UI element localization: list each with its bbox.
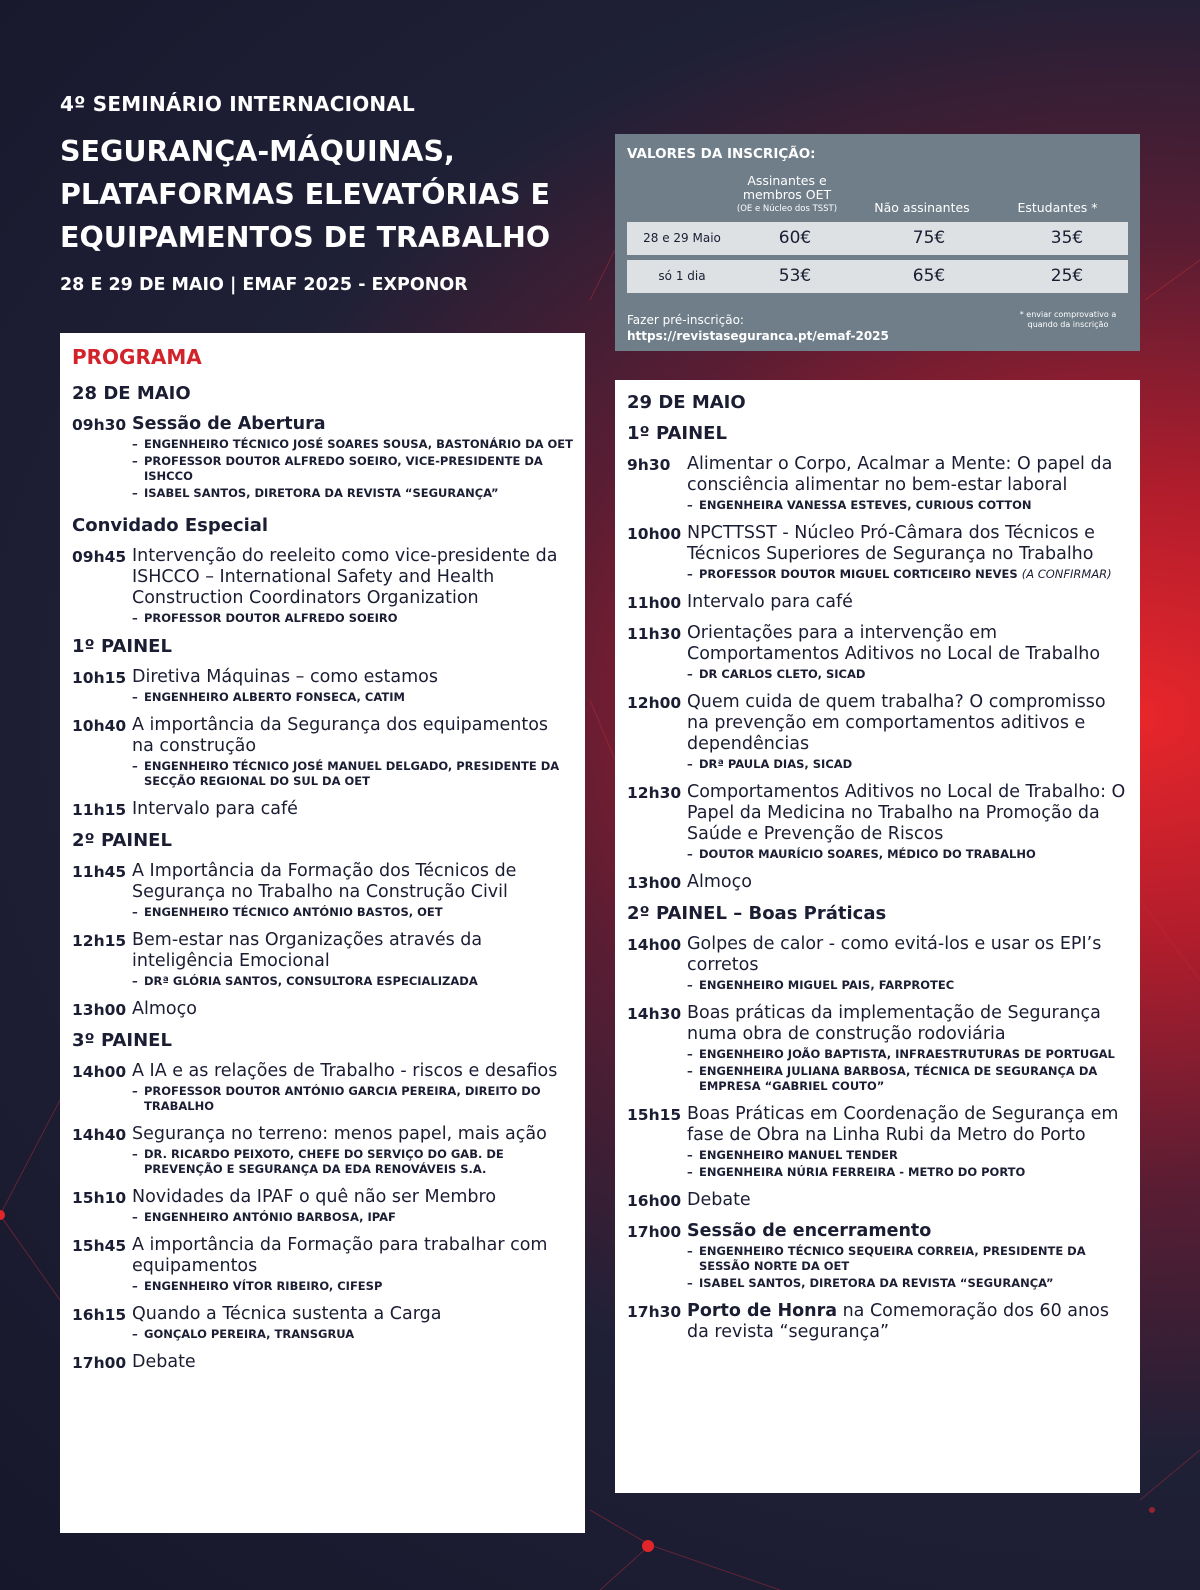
item-title: Novidades da IPAF o quê não ser Membro xyxy=(132,1187,497,1207)
speaker: – DOUTOR MAURÍCIO SOARES, MÉDICO DO TRABALHO xyxy=(687,847,1036,861)
item-title: Boas práticas da implementação de Segurança numa obra de construção rodoviária xyxy=(687,1003,1101,1044)
item-title: Intervalo para café xyxy=(132,799,298,819)
price-value: 75€ xyxy=(912,228,946,248)
item-title: Debate xyxy=(132,1352,196,1372)
speaker-name: DR CARLOS CLETO, SICAD xyxy=(699,667,866,681)
event-title: SEGURANÇA-MÁQUINAS, PLATAFORMAS ELEVATÓRIAS E EQUIPAMENTOS DE TRABALHO xyxy=(60,135,551,254)
program-item xyxy=(627,872,1128,893)
speaker: – ENGENHEIRO ALBERTO FONSECA, CATIM xyxy=(132,690,405,704)
day-heading: 28 DE MAIO xyxy=(72,383,191,404)
program-item xyxy=(627,692,1128,772)
item-title: Sessão de Abertura xyxy=(132,414,326,434)
program-item xyxy=(72,1235,573,1294)
speaker: – ENGENHEIRA JULIANA BARBOSA, TÉCNICA DE SEGURANÇA DA EMPRESA “GABRIEL COUTO” xyxy=(687,1064,1128,1094)
registration-prices-box xyxy=(615,134,1140,351)
item-title: Boas Práticas em Coordenação de Segurança em fase de Obra na Linha Rubi da Metro do Porto xyxy=(687,1104,1119,1145)
section-heading: 1º PAINEL xyxy=(72,636,172,657)
price-value: 25€ xyxy=(1050,266,1084,286)
price-col-subscribers xyxy=(717,174,857,218)
program-item xyxy=(627,623,1128,682)
item-title: Alimentar o Corpo, Acalmar a Mente: O papel da consciência alimentar no bem-estar laboral xyxy=(687,454,1113,495)
speaker-name: PROFESSOR DOUTOR ALFREDO SOEIRO xyxy=(144,611,398,625)
item-title: A importância da Segurança dos equipamentos na construção xyxy=(132,715,549,756)
speaker: – ENGENHEIRO TÉCNICO ANTÓNIO BASTOS, OET xyxy=(132,905,443,919)
speaker-name: DRª PAULA DIAS, SICAD xyxy=(699,757,853,771)
section-heading: 3º PAINEL xyxy=(72,1030,172,1051)
price-col-subscribers-sub: (OE e Núcleo dos TSST) xyxy=(736,204,838,214)
item-title: Sessão de encerramento xyxy=(687,1221,932,1241)
program-item xyxy=(627,1221,1128,1291)
speaker: – ENGENHEIRO TÉCNICO JOSÉ SOARES SOUSA, BASTONÁRIO DA OET xyxy=(132,437,573,451)
item-time: 17h00 xyxy=(72,1354,127,1372)
item-time: 14h40 xyxy=(72,1126,127,1144)
speaker: – PROFESSOR DOUTOR ALFREDO SOEIRO xyxy=(132,611,398,625)
item-title: Intervalo para café xyxy=(687,592,853,612)
event-dateline: 28 E 29 DE MAIO | EMAF 2025 - EXPONOR xyxy=(60,275,468,295)
speaker: – DRª PAULA DIAS, SICAD xyxy=(687,757,853,771)
speaker: – ENGENHEIRO JOÃO BAPTISTA, INFRAESTRUTURAS DE PORTUGAL xyxy=(687,1047,1115,1061)
item-title: A IA e as relações de Trabalho - riscos e desafios xyxy=(132,1061,558,1081)
item-title-rest: na Comemoração dos 60 anos da revista “segurança” xyxy=(687,1301,1109,1342)
price-value: 60€ xyxy=(778,228,812,248)
speaker: – ISABEL SANTOS, DIRETORA DA REVISTA “SEGURANÇA” xyxy=(687,1276,1054,1290)
price-row-label: 28 e 29 Maio xyxy=(643,231,721,245)
item-time: 11h45 xyxy=(72,863,127,881)
price-row xyxy=(627,260,1128,293)
speaker: – PROFESSOR DOUTOR ALFREDO SOEIRO, VICE-PRESIDENTE DA ISHCCO xyxy=(132,454,573,484)
program-item xyxy=(72,999,573,1020)
item-time: 17h00 xyxy=(627,1223,682,1241)
price-col-subscribers-label: Assinantes e membros OET xyxy=(742,173,832,202)
item-title-bold: Porto de Honra xyxy=(687,1301,838,1321)
price-value: 53€ xyxy=(778,266,812,286)
speaker-name: DOUTOR MAURÍCIO SOARES, MÉDICO DO TRABALHO xyxy=(699,847,1036,861)
price-col-students: Estudantes * xyxy=(1017,200,1098,215)
speaker: – GONÇALO PEREIRA, TRANSGRUA xyxy=(132,1327,355,1341)
speaker-name: ENGENHEIRO TÉCNICO JOSÉ MANUEL DELGADO, PRESIDENTE DA SECÇÃO REGIONAL DO SUL DA OET xyxy=(144,759,560,788)
speaker: – ISABEL SANTOS, DIRETORA DA REVISTA “SEGURANÇA” xyxy=(132,486,499,500)
program-item xyxy=(72,861,573,920)
speaker-name: PROFESSOR DOUTOR ALFREDO SOEIRO, VICE-PRESIDENTE DA ISHCCO xyxy=(144,454,543,483)
item-title: Intervenção do reeleito como vice-presidente da ISHCCO – International Safety and Health Construction Coordinators Organization xyxy=(132,546,558,608)
item-title: A Importância da Formação dos Técnicos de Segurança no Trabalho na Construção Civil xyxy=(132,861,517,902)
price-col-non-subscribers: Não assinantes xyxy=(874,200,970,215)
item-time: 10h40 xyxy=(72,717,127,735)
speaker-name: ENGENHEIRO JOÃO BAPTISTA, INFRAESTRUTURAS DE PORTUGAL xyxy=(699,1047,1115,1061)
program-item xyxy=(627,1104,1128,1180)
program-item xyxy=(627,1301,1128,1343)
section-heading: 2º PAINEL xyxy=(72,830,172,851)
speaker: – ENGENHEIRO TÉCNICO JOSÉ MANUEL DELGADO, PRESIDENTE DA SECÇÃO REGIONAL DO SUL DA OET xyxy=(132,759,573,789)
price-row xyxy=(627,222,1128,255)
item-time: 12h30 xyxy=(627,784,682,802)
speaker-name: ENGENHEIRA NÚRIA FERREIRA - METRO DO PORTO xyxy=(699,1165,1026,1179)
speaker: – DRª GLÓRIA SANTOS, CONSULTORA ESPECIALIZADA xyxy=(132,974,478,988)
item-time: 16h15 xyxy=(72,1306,127,1324)
item-time: 14h30 xyxy=(627,1005,682,1023)
speaker-name: ENGENHEIRO TÉCNICO JOSÉ SOARES SOUSA, BASTONÁRIO DA OET xyxy=(144,437,573,451)
pre-registration-link[interactable]: https://revistaseguranca.pt/emaf-2025 xyxy=(627,329,889,343)
item-time: 15h15 xyxy=(627,1106,682,1124)
program-item xyxy=(72,1124,573,1177)
program-item xyxy=(627,523,1128,582)
item-time: 09h30 xyxy=(72,416,127,434)
program-item xyxy=(627,1190,1128,1211)
item-time: 17h30 xyxy=(627,1303,682,1321)
speaker-name: ENGENHEIRO MIGUEL PAIS, FARPROTEC xyxy=(699,978,955,992)
speaker: – ENGENHEIRO ANTÓNIO BARBOSA, IPAF xyxy=(132,1210,396,1224)
program-item xyxy=(627,592,1128,613)
program-item xyxy=(72,667,573,705)
speaker-name: PROFESSOR DOUTOR MIGUEL CORTICEIRO NEVES xyxy=(699,567,1018,581)
speaker-name: ENGENHEIRO TÉCNICO ANTÓNIO BASTOS, OET xyxy=(144,905,443,919)
item-title: Debate xyxy=(687,1190,751,1210)
speaker-name: ISABEL SANTOS, DIRETORA DA REVISTA “SEGURANÇA” xyxy=(144,486,499,500)
pre-registration-label: Fazer pré-inscrição: xyxy=(627,313,744,327)
item-time: 13h00 xyxy=(627,874,682,892)
item-title: Bem-estar nas Organizações através da inteligência Emocional xyxy=(132,930,483,971)
item-time: 11h30 xyxy=(627,625,682,643)
program-item xyxy=(72,1061,573,1114)
program-day-1-panel xyxy=(60,333,585,1533)
item-time: 12h00 xyxy=(627,694,682,712)
item-title: Almoço xyxy=(132,999,197,1019)
item-title: A importância da Formação para trabalhar com equipamentos xyxy=(132,1235,548,1276)
item-time: 09h45 xyxy=(72,548,127,566)
speaker: – ENGENHEIRO VÍTOR RIBEIRO, CIFESP xyxy=(132,1279,383,1293)
item-time: 14h00 xyxy=(627,936,682,954)
speaker: – DR CARLOS CLETO, SICAD xyxy=(687,667,866,681)
speaker-name: DR. RICARDO PEIXOTO, CHEFE DO SERVIÇO DO GAB. DE PREVENÇÃO E SEGURANÇA DA EDA RENOVÁVEIS S.A. xyxy=(144,1147,504,1176)
students-note: * enviar comprovativo a quando da inscrição xyxy=(1019,310,1117,329)
program-item xyxy=(72,799,573,820)
speaker-name: ENGENHEIRO MANUEL TENDER xyxy=(699,1148,898,1162)
item-title: Almoço xyxy=(687,872,752,892)
section-heading: 1º PAINEL xyxy=(627,423,727,444)
prices-title: VALORES DA INSCRIÇÃO: xyxy=(627,146,816,162)
program-item xyxy=(627,454,1128,513)
speaker-name: DRª GLÓRIA SANTOS, CONSULTORA ESPECIALIZADA xyxy=(144,974,478,988)
item-title: Comportamentos Aditivos no Local de Trabalho: O Papel da Medicina no Trabalho na Promoção da Saúde e Prevenção de Riscos xyxy=(687,782,1126,844)
speaker-name: ENGENHEIRO TÉCNICO SEQUEIRA CORREIA, PRESIDENTE DA SESSÃO NORTE DA OET xyxy=(699,1244,1086,1273)
item-title: Diretiva Máquinas – como estamos xyxy=(132,667,438,687)
speaker: – ENGENHEIRO TÉCNICO SEQUEIRA CORREIA, PRESIDENTE DA SESSÃO NORTE DA OET xyxy=(687,1244,1128,1274)
speaker-name: ENGENHEIRO VÍTOR RIBEIRO, CIFESP xyxy=(144,1279,383,1293)
to-confirm-note: (A CONFIRMAR) xyxy=(1021,567,1112,581)
program-item xyxy=(72,546,573,626)
event-header xyxy=(60,92,620,295)
section-heading: 2º PAINEL – Boas Práticas xyxy=(627,903,887,924)
speaker-name: ENGENHEIRO ANTÓNIO BARBOSA, IPAF xyxy=(144,1210,396,1224)
item-time: 16h00 xyxy=(627,1192,682,1210)
program-item xyxy=(627,1003,1128,1094)
item-title: NPCTTSST - Núcleo Pró-Câmara dos Técnicos e Técnicos Superiores de Segurança no Trabalho xyxy=(687,523,1095,564)
speaker: – ENGENHEIRA NÚRIA FERREIRA - METRO DO PORTO xyxy=(687,1165,1026,1179)
speaker-name: ENGENHEIRA JULIANA BARBOSA, TÉCNICA DE SEGURANÇA DA EMPRESA “GABRIEL COUTO” xyxy=(699,1064,1098,1093)
program-item xyxy=(72,1352,573,1373)
item-time: 12h15 xyxy=(72,932,127,950)
speaker-name: ENGENHEIRO ALBERTO FONSECA, CATIM xyxy=(144,690,405,704)
program-item xyxy=(72,1187,573,1225)
speaker-name: PROFESSOR DOUTOR ANTÓNIO GARCIA PEREIRA, DIREITO DO TRABALHO xyxy=(144,1084,541,1113)
price-value: 65€ xyxy=(912,266,946,286)
speaker: – PROFESSOR DOUTOR ANTÓNIO GARCIA PEREIRA, DIREITO DO TRABALHO xyxy=(132,1084,573,1114)
price-value: 35€ xyxy=(1050,228,1084,248)
price-row-label: só 1 dia xyxy=(658,269,706,283)
program-item xyxy=(72,1304,573,1342)
item-time: 13h00 xyxy=(72,1001,127,1019)
item-time: 10h00 xyxy=(627,525,682,543)
speaker: – ENGENHEIRA VANESSA ESTEVES, CURIOUS COTTON xyxy=(687,498,1032,512)
pre-registration xyxy=(627,312,889,344)
item-time: 15h45 xyxy=(72,1237,127,1255)
item-time: 11h15 xyxy=(72,801,127,819)
item-time: 14h00 xyxy=(72,1063,127,1081)
item-title: Golpes de calor - como evitá-los e usar os EPI’s corretos xyxy=(687,934,1102,975)
item-title: Quando a Técnica sustenta a Carga xyxy=(132,1304,442,1324)
speaker: – DR. RICARDO PEIXOTO, CHEFE DO SERVIÇO DO GAB. DE PREVENÇÃO E SEGURANÇA DA EDA RENOVÁVEIS S.A. xyxy=(132,1147,573,1177)
program-heading: PROGRAMA xyxy=(72,345,202,369)
speaker: – ENGENHEIRO MIGUEL PAIS, FARPROTEC xyxy=(687,978,955,992)
item-title xyxy=(687,1301,1128,1343)
item-title: Orientações para a intervenção em Comportamentos Aditivos no Local de Trabalho xyxy=(687,623,1101,664)
speaker: – PROFESSOR DOUTOR MIGUEL CORTICEIRO NEVES (A CONFIRMAR) xyxy=(687,567,1112,581)
program-item xyxy=(72,414,573,501)
program-item xyxy=(72,715,573,789)
item-time: 9h30 xyxy=(627,456,671,474)
program-day-2-panel xyxy=(615,380,1140,1493)
event-kicker: 4º SEMINÁRIO INTERNACIONAL xyxy=(60,92,415,116)
item-title: Quem cuida de quem trabalha? O compromisso na prevenção em comportamentos aditivos e dependências xyxy=(687,692,1106,754)
speaker-name: GONÇALO PEREIRA, TRANSGRUA xyxy=(144,1327,355,1341)
program-item xyxy=(627,934,1128,993)
section-heading: Convidado Especial xyxy=(72,515,269,536)
speaker: – ENGENHEIRO MANUEL TENDER xyxy=(687,1148,898,1162)
speaker-name: ENGENHEIRA VANESSA ESTEVES, CURIOUS COTTON xyxy=(699,498,1032,512)
item-title: Segurança no terreno: menos papel, mais ação xyxy=(132,1124,547,1144)
item-time: 10h15 xyxy=(72,669,127,687)
item-time: 15h10 xyxy=(72,1189,127,1207)
program-item xyxy=(72,930,573,989)
speaker-name: ISABEL SANTOS, DIRETORA DA REVISTA “SEGURANÇA” xyxy=(699,1276,1054,1290)
program-item xyxy=(627,782,1128,862)
item-time: 11h00 xyxy=(627,594,682,612)
day-heading: 29 DE MAIO xyxy=(627,392,746,413)
